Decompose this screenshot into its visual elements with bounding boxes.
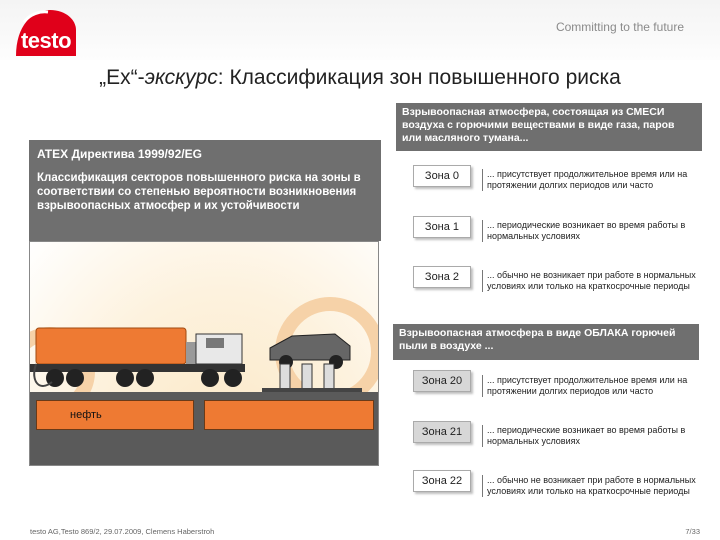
oil-tank-right bbox=[204, 400, 374, 430]
page-title bbox=[0, 66, 720, 90]
title-italic: экскурс bbox=[144, 66, 218, 89]
dust-caption: Взрывоопасная атмосфера в виде ОБЛАКА горючей пыли в воздухе ... bbox=[393, 324, 699, 360]
title-rest: : Классификация зон повышенного риска bbox=[217, 66, 621, 89]
zone-1-desc: ... периодические возникает во время работы в нормальных условиях bbox=[482, 220, 701, 242]
title-prefix: „Ex“- bbox=[99, 66, 145, 89]
zone-21-desc: ... периодические возникает во время работы в нормальных условиях bbox=[482, 425, 701, 447]
gas-caption: Взрывоопасная атмосфера, состоящая из СМЕСИ воздуха с горючими веществами в виде газа, паров или масляного тумана... bbox=[396, 103, 702, 151]
fuel-pump-3 bbox=[324, 364, 334, 390]
zone-20-desc: ... присутствует продолжительное время или на протяжении долгих периодов или часто bbox=[482, 375, 701, 397]
oil-label: нефть bbox=[70, 409, 102, 421]
zone-2-desc: ... обычно не возникает при работе в нормальных условиях или только на краткосрочные периоды bbox=[482, 270, 701, 292]
truck-wheels bbox=[46, 369, 242, 387]
oil-tank-left bbox=[36, 400, 194, 430]
truck-coupling bbox=[186, 342, 196, 364]
zone-22: Зона 22 bbox=[413, 470, 471, 492]
page-number: 7/33 bbox=[685, 527, 700, 536]
testo-logo[interactable] bbox=[10, 6, 82, 58]
underground bbox=[30, 392, 379, 466]
illustration-panel bbox=[29, 241, 379, 466]
tagline: Committing to the future bbox=[555, 20, 684, 34]
zone-0-desc: ... присутствует продолжительное время или на протяжении долгих периодов или часто bbox=[482, 169, 701, 191]
atex-heading: ATEX Директива 1999/92/EG bbox=[37, 147, 202, 161]
fuel-pump-1 bbox=[280, 364, 290, 390]
zone-2: Зона 2 bbox=[413, 266, 471, 288]
zone-1: Зона 1 bbox=[413, 216, 471, 238]
zone-20: Зона 20 bbox=[413, 370, 471, 392]
zone-22-desc: ... обычно не возникает при работе в нормальных условиях или только на краткосрочные периоды bbox=[482, 475, 701, 497]
logo-text: testo bbox=[20, 28, 72, 53]
zone-21: Зона 21 bbox=[413, 421, 471, 443]
atex-box bbox=[29, 140, 381, 241]
fuel-pump-2 bbox=[302, 364, 312, 390]
footer-credit: testo AG,Testo 869/2, 29.07.2009, Clemens Haberstroh bbox=[30, 527, 215, 536]
zone-0: Зона 0 bbox=[413, 165, 471, 187]
header-bar bbox=[0, 0, 720, 60]
atex-body: Классификация секторов повышенного риска на зоны в соответствии со степенью вероятности возникновения взрывоопасных атмосфер и их устойчивости bbox=[37, 172, 361, 212]
truck-window bbox=[206, 338, 224, 348]
tanker-body bbox=[36, 328, 186, 364]
